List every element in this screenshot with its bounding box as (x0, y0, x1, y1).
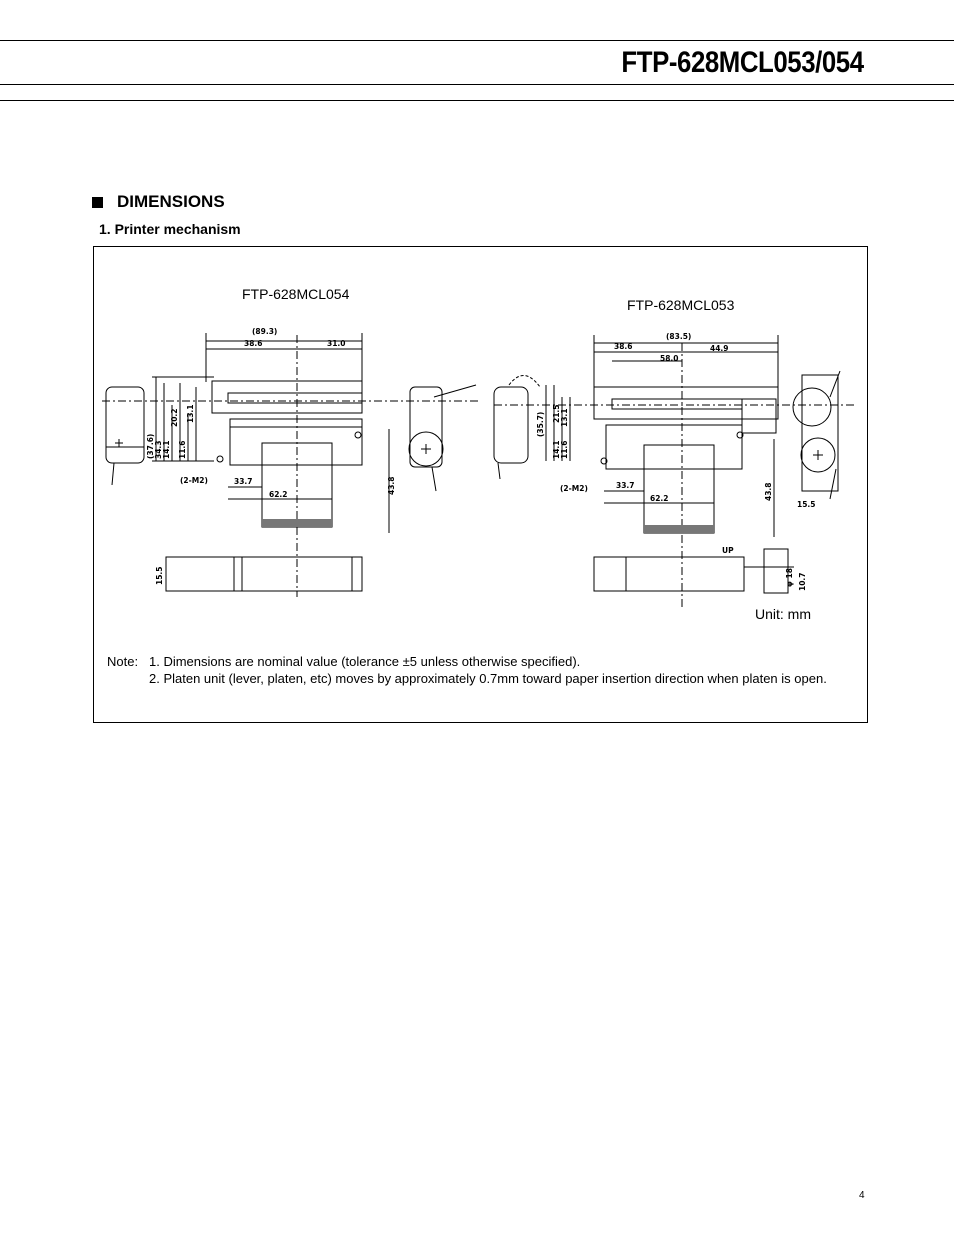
square-bullet-icon (92, 197, 103, 208)
connector-right (644, 525, 714, 533)
dim-w2-left: 62.2 (269, 490, 288, 499)
platen-body-left (212, 381, 362, 413)
mechanism-drawing (94, 247, 867, 647)
note-body (149, 653, 847, 687)
section-heading (92, 192, 225, 212)
screw-label-right: (2-M2) (560, 484, 588, 493)
document-title: FTP-628MCL053/054 (621, 46, 864, 79)
leader-line (432, 467, 436, 491)
dim-v4-right: 14.1 (552, 440, 561, 459)
dim-w1-right: 33.7 (616, 481, 635, 490)
note-label: Note: (107, 654, 139, 669)
dim-v5-left: 11.6 (178, 440, 187, 459)
header-rule-top (0, 40, 954, 41)
leader-line (498, 463, 500, 479)
dim-v2-left: 34.3 (154, 440, 163, 459)
unit-label: Unit: mm (755, 606, 811, 622)
platen-body-right (594, 387, 778, 419)
screw-label-left: (2-M2) (180, 476, 208, 485)
bottom-view-left (166, 557, 362, 591)
side-view-right-right (802, 375, 838, 491)
dim-h-right: 43.8 (764, 482, 773, 501)
dim-v3-right: 13.1 (560, 408, 569, 427)
connector-left (262, 519, 332, 527)
dim-side-right: 15.5 (797, 500, 816, 509)
dim-v5-right: 11.6 (560, 440, 569, 459)
leader-line (112, 463, 114, 485)
side-view-left (106, 387, 144, 463)
flex-cable-right (644, 445, 714, 533)
dim-overall-right: (83.5) (666, 332, 692, 341)
platen-roller-right (612, 399, 742, 409)
side-view-right-left (410, 387, 442, 467)
bottom-view-right (594, 557, 744, 591)
dim-c-right: 58.0 (660, 354, 679, 363)
screw-hole-icon (217, 456, 223, 462)
dim-b-right: 44.9 (710, 344, 729, 353)
model-label-right: FTP-628MCL053 (627, 297, 735, 313)
screw-hole-icon (355, 432, 361, 438)
dim-w2-right: 62.2 (650, 494, 669, 503)
side-view-left-right (494, 387, 528, 463)
figure-frame (93, 246, 868, 723)
figure-note (107, 653, 847, 687)
dim-b-left: 31.0 (327, 339, 346, 348)
dim-h-left: 43.8 (387, 476, 396, 495)
note-item: 1. Dimensions are nominal value (tolerance ±5 unless otherwise specified). (149, 654, 581, 669)
dim-dia-right: φ 18 (785, 568, 794, 587)
leader-line (434, 385, 476, 397)
note-item: 2. Platen unit (lever, platen, etc) moves by approximately 0.7mm toward paper insertion direction when platen is open. (149, 671, 827, 686)
dim-v1-right: (35.7) (536, 411, 545, 437)
header-rule-bottom (0, 100, 954, 101)
page-number: 4 (859, 1190, 865, 1201)
sub-heading: 1. Printer mechanism (99, 221, 241, 237)
up-label: UP (722, 546, 734, 555)
header-rule-middle (0, 84, 954, 85)
dim-v4-left: 20.2 (170, 408, 179, 427)
dim-v2-right: 21.5 (552, 404, 561, 423)
platen-circle-right (793, 388, 831, 426)
dim-w1-left: 33.7 (234, 477, 253, 486)
dim-v3-left: 14.1 (162, 440, 171, 459)
gear-box-right (742, 399, 776, 433)
dim-a-right: 38.6 (614, 342, 633, 351)
dim-a-left: 38.6 (244, 339, 263, 348)
dim-overall-left: (89.3) (252, 327, 278, 336)
lever-arc (509, 375, 540, 387)
section-heading-text: DIMENSIONS (117, 192, 225, 211)
dim-v6-left: 13.1 (186, 404, 195, 423)
dim-v1-left: (37.6) (146, 433, 155, 459)
dim-bottom-left: 15.5 (155, 566, 164, 585)
head-body-right (606, 425, 742, 469)
leader-line (830, 469, 836, 499)
dim-dia-h-right: 10.7 (798, 572, 807, 591)
model-label-left: FTP-628MCL054 (242, 286, 350, 302)
head-body-left (230, 419, 362, 465)
